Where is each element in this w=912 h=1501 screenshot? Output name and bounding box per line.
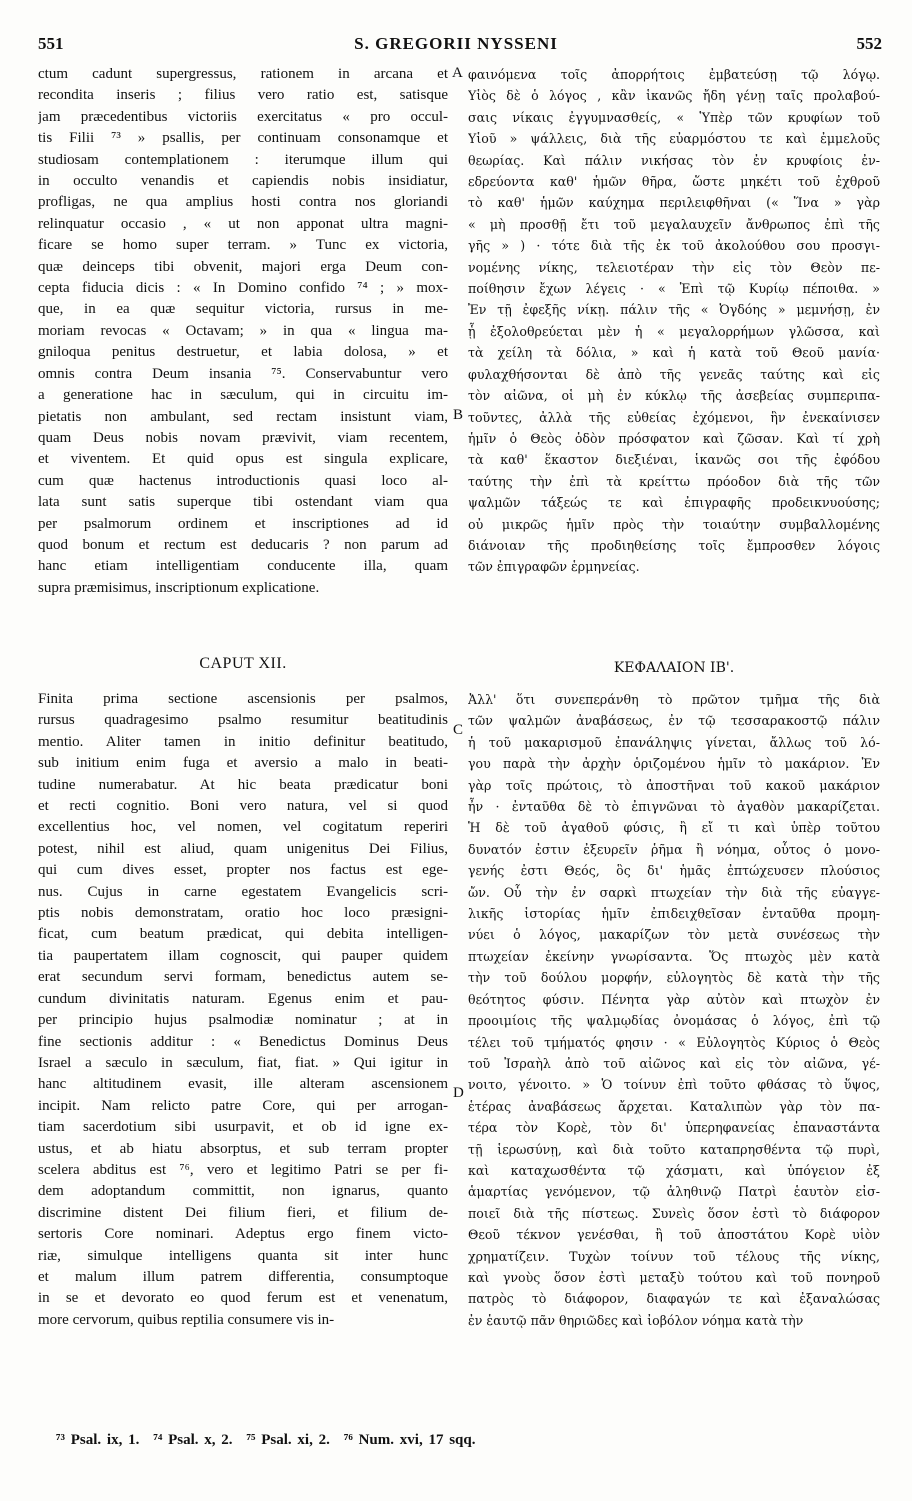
greek-text-line: χρηματίζειν. Τυχὼν τοίνυν τοῦ τέλους τῆς νίκης, bbox=[468, 1248, 880, 1264]
caput-heading: CAPUT XII. bbox=[199, 655, 287, 672]
latin-text-line: tudine numerabatur. At hic beata prædicatur boni bbox=[38, 776, 448, 793]
latin-text-line: per psalmorum ordinem et inscriptiones ad id bbox=[38, 515, 448, 532]
greek-text-line: ἡ τοῦ μακαρισμοῦ ἐπανάληψις γίνεται, ἄλλως τοῦ λό- bbox=[468, 734, 880, 750]
greek-text-line: ποίθησιν ἔχων λέγεις · « Ἐπὶ τῷ Κυρίῳ πέποιθα. » bbox=[468, 281, 880, 297]
greek-text-line: πτωχείαν ἐκείνην γνωρίσαντα. Ὅς πτωχὸς μὲν κατὰ bbox=[468, 948, 880, 964]
latin-text-line: supra præmisimus, inscriptionum explicatione. bbox=[38, 579, 320, 596]
greek-text-line: τοῦντες, ἀλλὰ τῆς εὐθείας ἐχόμενοι, ἣν ἐνεκαίνισεν bbox=[468, 409, 880, 425]
greek-text-line: « μὴ προσθῇ ἔτι τοῦ μεγαλαυχεῖν ἄνθρωπος ἐπὶ τῆς bbox=[468, 216, 880, 232]
greek-text-line: τὸ καθ' ἡμῶν καύχημα περιλειφθῆναι (« Ἵνα » γὰρ bbox=[468, 195, 880, 211]
latin-text-line: sub initium enim fuga et aversio a malo in beati- bbox=[38, 755, 448, 772]
latin-text-line: quam Deus nobis novam prævivit, viam recentem, bbox=[38, 429, 448, 446]
greek-text-line: τὴν τοῦ δούλου μορφήν, εὐλογητὸς δὲ κατὰ τὴν τῆς bbox=[468, 970, 880, 986]
latin-text-line: cum quæ hactenus introductionis quasi loco al- bbox=[38, 472, 448, 489]
margin-marker-d: D bbox=[453, 1085, 464, 1101]
latin-text-line: ficat, cum beatum prædicat, qui debita intelligen- bbox=[38, 926, 448, 943]
greek-text-line: ἐν ἑαυτῷ πᾶν θηριῶδες καὶ ἰοβόλον νόημα κατὰ τὴν bbox=[468, 1312, 804, 1328]
greek-text-line: διάνοιαν τῆς προδιηθείσης τοῖς ἔμπροσθεν λόγοις bbox=[468, 537, 880, 553]
latin-text-line: ctum cadunt supergressus, rationem in arcana et bbox=[38, 66, 448, 82]
greek-text-line: τέλει τοῦ τμήματός φησιν · « Εὐλογητὸς Κύριος ὁ Θεὸς bbox=[468, 1034, 880, 1050]
greek-text-line: τὸν αἰῶνα, οἱ μὴ ἐν κύκλῳ τῆς ἀσεβείας συμπεριπα- bbox=[468, 388, 880, 404]
greek-text-line: Ἀλλ' ὅτι συνεπεράνθη τὸ πρῶτον τμῆμα τῆς διὰ bbox=[468, 692, 880, 707]
greek-text-line: Θεοῦ τέκνον γενέσθαι, ἢ τοῦ ἀποστάτου Κορὲ υἱὸν bbox=[468, 1227, 880, 1243]
greek-column-top bbox=[468, 64, 880, 578]
latin-column-bottom bbox=[38, 689, 448, 1331]
margin-marker-a: A bbox=[452, 65, 463, 81]
margin-marker-c: C bbox=[453, 722, 464, 738]
greek-text-line: τῶν ψαλμῶν ἀναβάσεως, ἐν τῷ τεσσαρακοστῷ πάλιν bbox=[468, 713, 880, 729]
latin-text-line: recondita inseris ; filius vero ratio est, satisque bbox=[38, 87, 448, 104]
latin-text-line: qui cum dives esset, propter nos factus est ege- bbox=[38, 862, 448, 879]
greek-text-line: ποιεῖ διὰ τῆς πίστεως. Συνεὶς ὅσον ἐστὶ τὸ διάφορον bbox=[468, 1205, 880, 1221]
latin-column-top bbox=[38, 64, 448, 599]
greek-text-line: ὤν. Οὗ τὴν ἐν σαρκὶ πτωχείαν τὴν διὰ τῆς εὐαγγε- bbox=[468, 884, 880, 900]
greek-text-line: φυλαχθήσονται δὲ ἀπὸ τῆς γενεᾶς ταύτης καὶ εἰς bbox=[468, 366, 880, 382]
latin-text-line: hanc etiam intelligentiam conducente illa, quam bbox=[38, 558, 448, 575]
latin-text-line: rursus quadragesimo psalmo resumitur beatitudinis bbox=[38, 712, 448, 729]
footnote: ⁷⁴ Psal. x, 2. bbox=[153, 1432, 233, 1448]
greek-text-line: θεότητος φύσιν. Πένητα γὰρ αὐτὸν καὶ πτωχὸν ἐν bbox=[468, 991, 880, 1007]
greek-text-line: Ἡ δὲ τοῦ ἀγαθοῦ φύσις, ἢ εἴ τι καὶ ὑπὲρ τοῦτου bbox=[468, 820, 880, 836]
latin-text-line: et viventem. Et quid opus est singula explicare, bbox=[38, 451, 448, 468]
footnote: ⁷⁶ Num. xvi, 17 sqq. bbox=[343, 1432, 476, 1448]
latin-text-line: in se et devorato eo quod ferum est et venenatum, bbox=[38, 1290, 448, 1307]
greek-text-line: γὰρ τοῖς πρώτοις, τὸ ἀποστῆναι τοῦ κακοῦ μακάριον bbox=[468, 777, 880, 793]
margin-marker-b: B bbox=[453, 407, 464, 423]
latin-text-line: Israel a sæculo in sæculum, fiat, fiat. » Qui igitur in bbox=[38, 1054, 448, 1071]
greek-text-line: πατρὸς τὸ διάφορον, διαφαγών τε καὶ ἐξαναλώσας bbox=[468, 1291, 880, 1307]
latin-text-line: more cervorum, quibus reptilia consumere vis in- bbox=[38, 1311, 335, 1328]
running-title: S. GREGORII NYSSENI bbox=[354, 34, 558, 53]
latin-text-line: in occulto venandis et capiendis nobis insidiatur, bbox=[38, 173, 448, 190]
greek-text-line: νομένης νίκης, τελειοτέραν τὴν εἰς τὸν Θεὸν πε- bbox=[468, 259, 880, 275]
greek-text-line: θεωρίας. Καὶ πάλιν νικήσας τὸν ἐν κρυφίοις ἐν- bbox=[468, 152, 880, 168]
latin-text-line: riæ, simulque intelligens quanta sit inter hunc bbox=[38, 1247, 448, 1264]
latin-text-line: discrimine distent Dei filium fieri, et filium de- bbox=[38, 1204, 448, 1221]
latin-text-line: tis Filii ⁷³ » psallis, per continuam consonamque et bbox=[38, 130, 448, 147]
footnote: ⁷⁵ Psal. xi, 2. bbox=[246, 1432, 330, 1448]
latin-text-line: profligas, ne qua amplius hosti contra nos gloriandi bbox=[38, 194, 448, 211]
greek-text-line: νοιτο, γένοιτο. » Ὁ τοίνυν ἐπὶ τοῦτο φθάσας τὸ ὕψος, bbox=[468, 1077, 880, 1093]
greek-text-line: ἁμαρτίας γενόμενον, τῷ ἀληθινῷ Πατρὶ ἑαυτὸν εἰσ- bbox=[468, 1184, 880, 1200]
footnotes bbox=[56, 1432, 489, 1449]
latin-text-line: jam præcedentibus victoriis exercitatus « pro occul- bbox=[38, 108, 448, 125]
greek-text-line: γενής ἐστι Θεός, ὃς δι' ἡμᾶς ἐπτώχευσεν πλούσιος bbox=[468, 863, 880, 879]
greek-text-line: ἡμῖν ὁ Θεὸς ὁδὸν πρόσφατον καὶ ζῶσαν. Καὶ τί χρὴ bbox=[468, 430, 880, 446]
greek-text-line: καὶ γνοὺς ὅσον ἐστὶ μεταξὺ τούτου καὶ τοῦ πονηροῦ bbox=[468, 1269, 880, 1285]
latin-text-line: per principio hujus psalmodiæ nominatur ; at in bbox=[38, 1012, 448, 1029]
greek-text-line: τοῦ Ἰσραὴλ ἀπὸ τοῦ αἰῶνος καὶ εἰς τὸν αἰῶνα, γέ- bbox=[468, 1055, 880, 1071]
greek-text-line: τῶν ἐπιγραφῶν ἑρμηνείας. bbox=[468, 559, 640, 575]
greek-text-line: τὰ χείλη τὰ δόλια, » καὶ ἡ κατὰ τοῦ Θεοῦ μανία· bbox=[468, 345, 880, 361]
greek-text-line: Υἱὸς δὲ ὁ λόγος , κἂν ἱκανῶς ἤδη γένῃ ταῖς προλαβού- bbox=[468, 88, 880, 104]
greek-text-line: ἦν · ἐνταῦθα δὲ τὸ ἐπιγνῶναι τὸ ἀγαθὸν μακαρίζεται. bbox=[468, 799, 880, 815]
latin-text-line: studiosam contemplationem : iterumque illum qui bbox=[38, 151, 448, 168]
greek-text-line: τῇ ἱερωσύνῃ, καὶ διὰ τοῦτο καταπρησθέντα τῷ πυρὶ, bbox=[468, 1141, 880, 1157]
latin-text-line: tiam sacerdotium sibi usurpavit, et ob id igne ex- bbox=[38, 1119, 448, 1136]
latin-text-line: cundum divinitatis naturam. Egenus enim et pau- bbox=[38, 990, 448, 1007]
greek-text-line: τέρα τὸν Κορὲ, τὸν δι' ὑπερηφανείας ἐπαναστάντα bbox=[468, 1120, 880, 1136]
latin-text-line: scelera abditus est ⁷⁶, vero et legitimo Patri se per fi- bbox=[38, 1161, 448, 1178]
latin-text-line: hanc altitudinem evasit, ille alteram ascensionem bbox=[38, 1076, 448, 1093]
latin-text-line: ustus, et ab hiatu absorptus, et sub terram propter bbox=[38, 1140, 448, 1157]
latin-text-line: erat secundum servi formam, benedictus autem se- bbox=[38, 969, 448, 986]
greek-text-line: σαις νίκαις ἐγγυμνασθείς, « Ὑπὲρ τῶν κρυφίων τοῦ bbox=[468, 109, 880, 125]
greek-text-line: λικῆς ἱστορίας ἡμῖν ἐπιδειχθεῖσαν ἐνταῦθα προμη- bbox=[468, 906, 880, 922]
greek-column-bottom bbox=[468, 689, 880, 1331]
latin-text-line: cepta fiducia dicis : « In Domino confido ⁷⁴ ; » mox- bbox=[38, 280, 448, 297]
greek-text-line: γῆς » ) · τότε διὰ τῆς ἐκ τοῦ ἀκολούθου σου προσγι- bbox=[468, 238, 880, 254]
latin-text-line: ficare se homo super terram. » Tunc ex victoria, bbox=[38, 237, 448, 254]
latin-text-line: Finita prima sectione ascensionis per psalmos, bbox=[38, 691, 448, 707]
greek-text-line: καὶ καταχωσθέντα τῷ χάσματι, καὶ ὑπόγειον ἐξ bbox=[468, 1162, 880, 1178]
latin-text-line: omnis contra Deum insania ⁷⁵. Conservabuntur vero bbox=[38, 365, 448, 382]
greek-text-line: νύει ὁ λόγος, μακαρίζων τὸν μετὰ συνέσεως τὴν bbox=[468, 927, 880, 943]
greek-text-line: Ἐν τῇ ἐφεξῆς νίκῃ. πάλιν τῆς « Ὀγδόης » μεμνήσῃ, ἐν bbox=[468, 302, 880, 318]
greek-text-line: φαινόμενα τοῖς ἀπορρήτοις ἐμβατεύσῃ τῷ λόγῳ. bbox=[468, 67, 880, 82]
kephalaion-heading: ΚΕΦΑΛΑΙΟΝ ΙΒ'. bbox=[613, 660, 735, 676]
latin-text-line: moriam revocas « Octavam; » in qua « lingua ma- bbox=[38, 322, 448, 339]
greek-text-line: γου παρὰ τὴν ἀρχὴν ὁριζομένου ἡμῖν τὸ μακάριον. Ἐν bbox=[468, 756, 880, 772]
latin-text-line: nus. Cujus in carne egestatem Evangelicis scri- bbox=[38, 883, 448, 900]
page-number-right: 552 bbox=[856, 34, 882, 53]
latin-text-line: et recti cognitio. Boni vero natura, vel si quod bbox=[38, 798, 448, 815]
greek-text-line: οὐ μικρῶς ἡμῖν πρὸς τὴν τοιαύτην συμβαλλομένης bbox=[468, 516, 880, 532]
latin-text-line: excellentius hoc, vel nomen, vel cogitatum reperiri bbox=[38, 819, 448, 836]
greek-text-line: τὰ καθ' ἕκαστον διεξιέναι, ἱκανῶς σοι τῆς ἐφόδου bbox=[468, 452, 880, 468]
latin-text-line: dem adoptandum committit, non ignarus, quanto bbox=[38, 1183, 448, 1200]
latin-text-line: lata sunt satis superque tibi ostendant viam qua bbox=[38, 494, 448, 511]
latin-text-line: gniloqua penitus destruetur, et labia dolosa, » et bbox=[38, 344, 448, 361]
latin-text-line: fine sectionis additur : « Benedictus Dominus Deus bbox=[38, 1033, 448, 1050]
latin-text-line: incipit. Nam relicto patre Core, qui per arrogan- bbox=[38, 1097, 448, 1114]
page-number-left: 551 bbox=[38, 34, 64, 53]
greek-text-line: ταύτης τὴν ἐπὶ τὰ κρείττω πρόοδον διὰ τῆς τῶν bbox=[468, 473, 880, 489]
latin-text-line: potest, nihil est aliud, quam unigenitus Dei Filius, bbox=[38, 840, 448, 857]
running-header bbox=[30, 34, 882, 58]
greek-text-line: Υἱοῦ » ψάλλεις, διὰ τῆς εὐαρμόστου τε καὶ ἐμμελοῦς bbox=[468, 131, 880, 147]
latin-text-line: tia paupertatem illam cognoscit, qui pauper quidem bbox=[38, 947, 448, 964]
latin-text-line: ptis nobis demonstratam, oratio hoc loco præsigni- bbox=[38, 905, 448, 922]
greek-text-line: προοιμίοις τῆς ψαλμῳδίας ὀνομάσας ὁ λόγος, ἐπὶ τῷ bbox=[468, 1013, 880, 1029]
greek-text-line: ψαλμῶν τάξεώς τε καὶ ἐπιγραφῆς προδεικνυούσης; bbox=[468, 495, 880, 511]
greek-text-line: ἑτέρας ἀναβάσεως ἄρχεται. Καταλιπὼν γὰρ τὸν πα- bbox=[468, 1098, 880, 1114]
latin-text-line: pietatis non ambulant, sed rectam insistunt viam, bbox=[38, 408, 448, 425]
latin-text-line: relinquatur occasio , « ut non apponat ultra magni- bbox=[38, 215, 448, 232]
latin-text-line: quod bonum et rectum est deducaris ? non parum ad bbox=[38, 536, 448, 553]
latin-text-line: quæ deinceps tibi obvenit, majori erga Deum con- bbox=[38, 258, 448, 275]
latin-text-line: sertoris Core nominari. Adeptus ergo finem victo- bbox=[38, 1226, 448, 1243]
greek-text-line: ᾗ ἐξολοθρεύεται μὲν ἡ « μεγαλορρήμων γλῶσσα, καὶ bbox=[468, 323, 880, 339]
greek-text-line: εδρεύοντα καθ' ἡμῶν θῆρα, ὥστε μηκέτι τοῦ ἐχθροῦ bbox=[468, 174, 880, 190]
greek-text-line: δυνατόν ἐστιν ἐξευρεῖν ῥῆμα ἢ νόημα, οὗτος ὁ μονο- bbox=[468, 841, 880, 857]
latin-text-line: mentio. Aliter tamen in initio definitur beatitudo, bbox=[38, 733, 448, 750]
latin-text-line: et malum illum patrem differentia, consumptoque bbox=[38, 1268, 448, 1285]
latin-text-line: a generatione hac in sæculum, qui in circuitu im- bbox=[38, 387, 448, 404]
footnote: ⁷³ Psal. ix, 1. bbox=[56, 1432, 140, 1448]
latin-text-line: que, in ea quæ sequitur victoria, rursus in me- bbox=[38, 301, 448, 318]
